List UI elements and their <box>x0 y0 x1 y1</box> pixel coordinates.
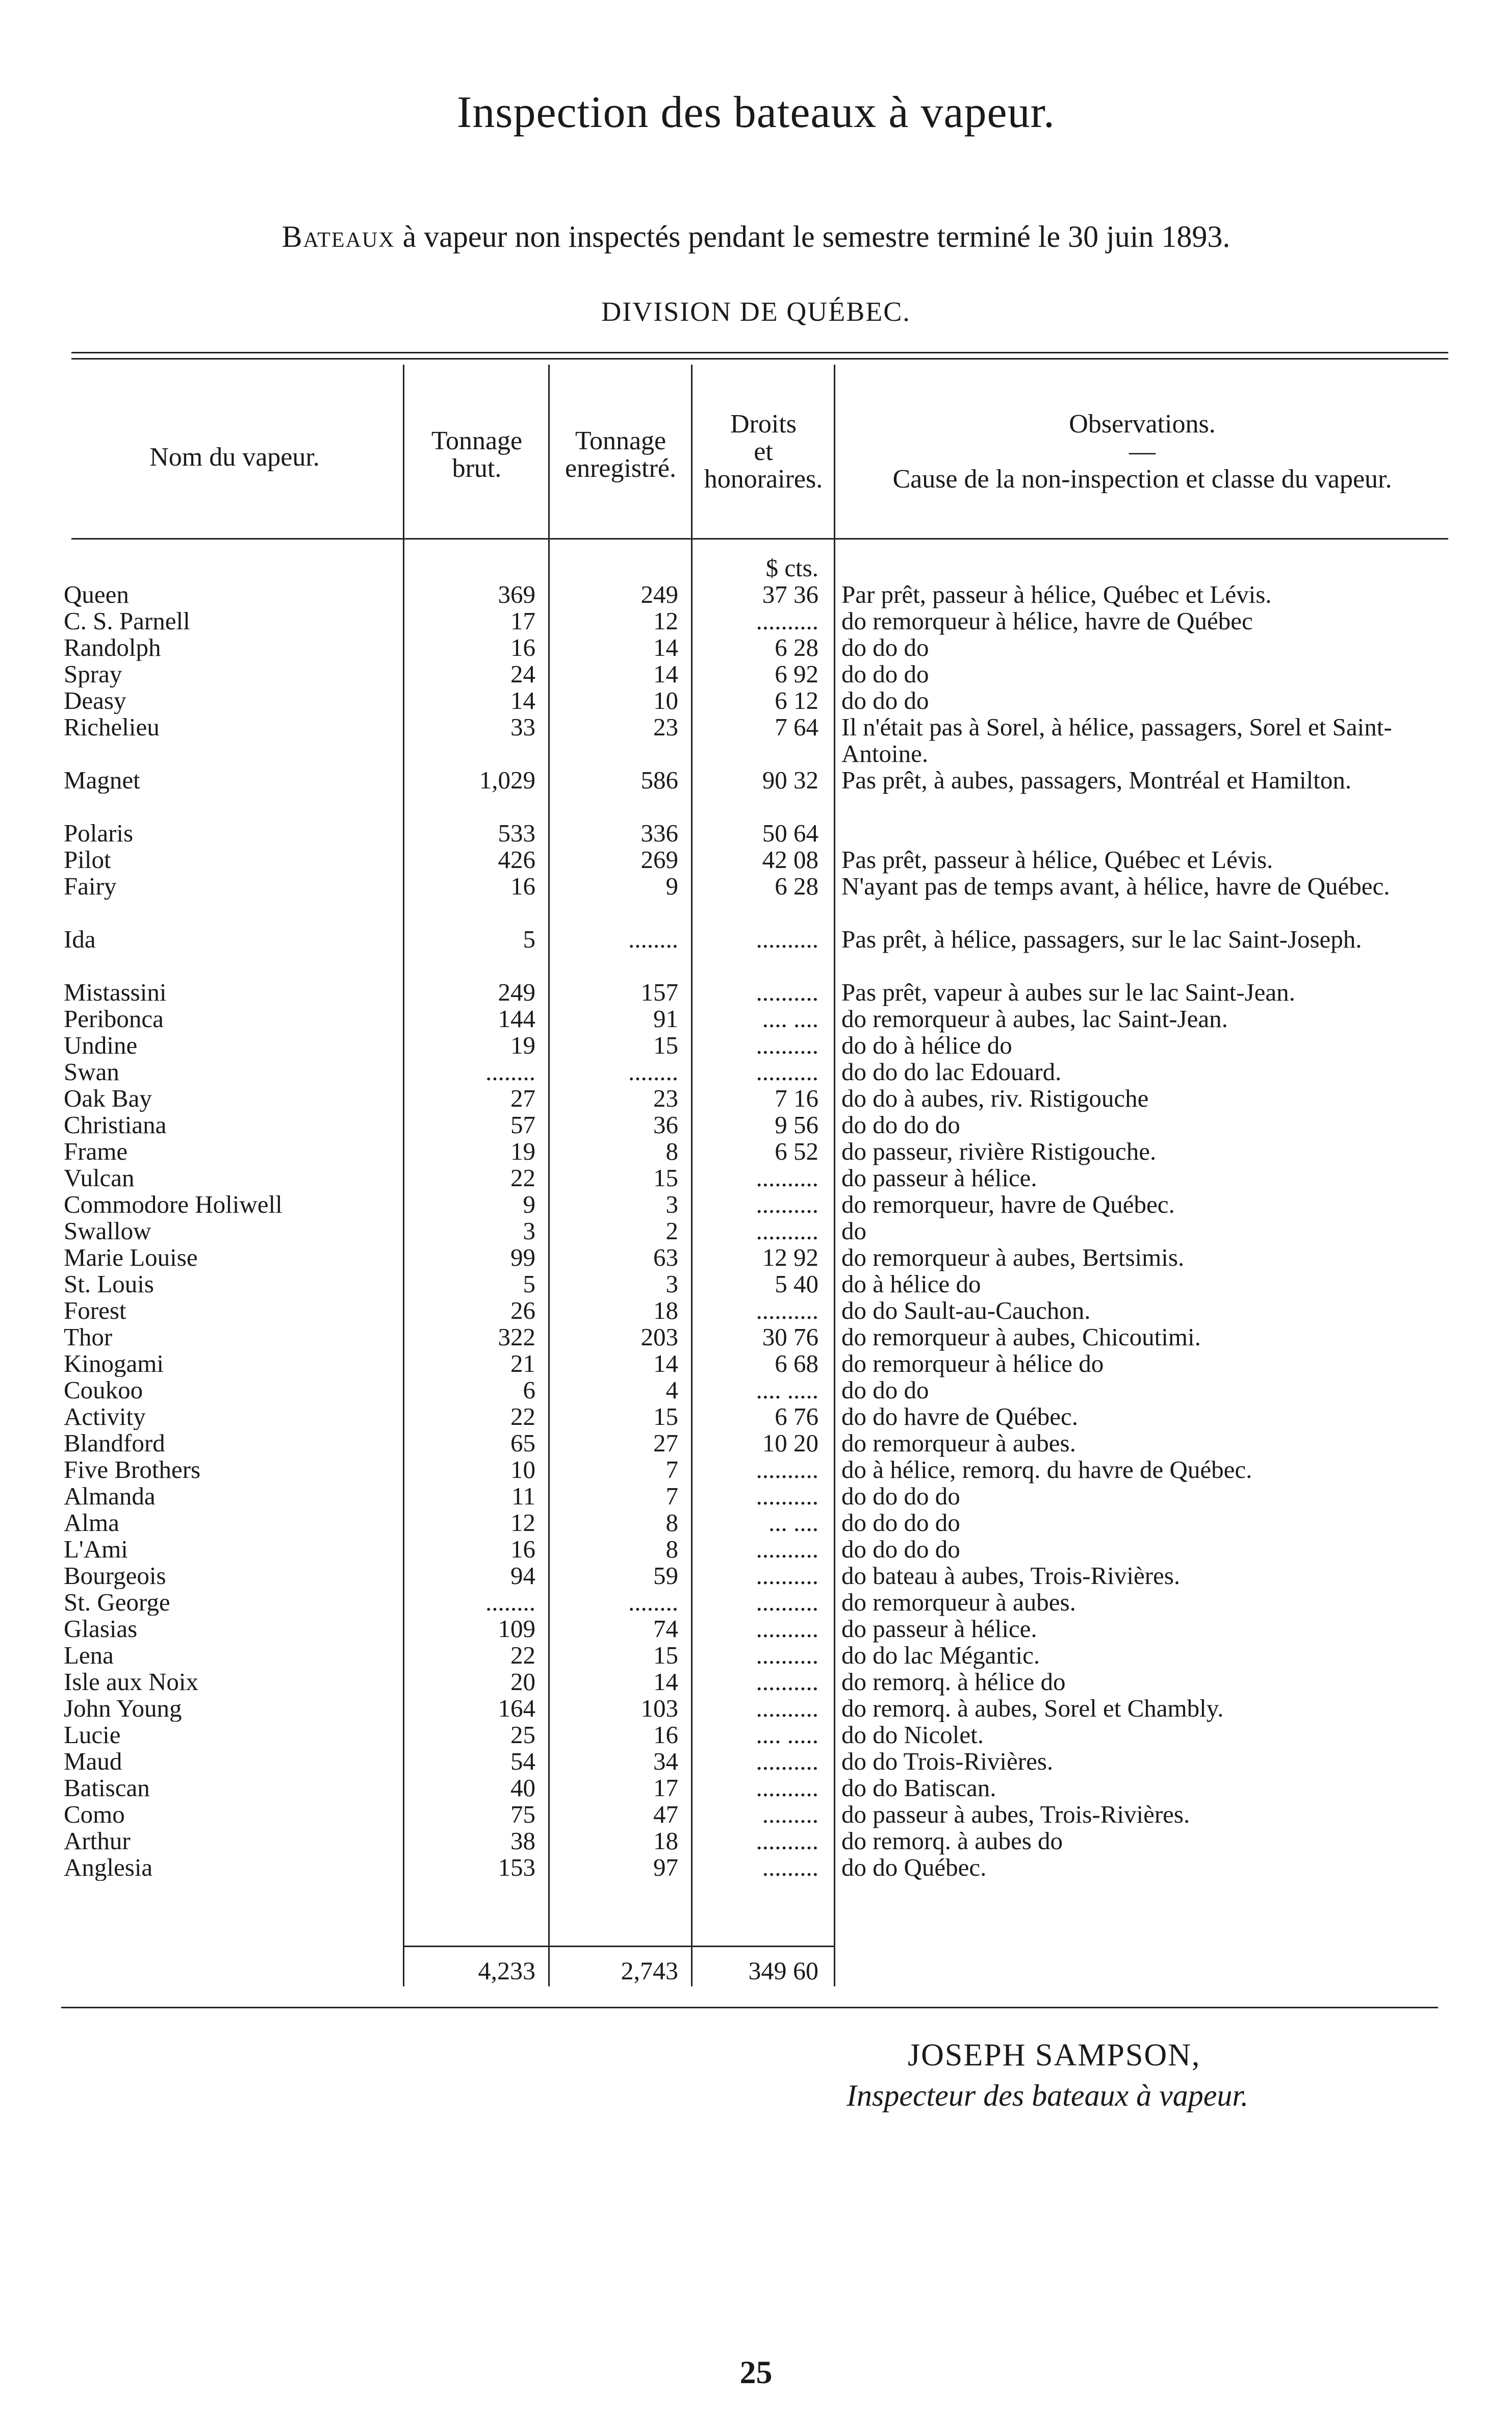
tonnage-enregistre: ........ <box>628 925 678 953</box>
tonnage-brut: 426 <box>498 846 535 874</box>
observation: N'ayant pas de temps avant, à hélice, havre de Québec. <box>841 872 1390 900</box>
observation: do bateau à aubes, Trois-Rivières. <box>841 1562 1181 1590</box>
droits-honoraires: 7 64 <box>775 713 818 741</box>
tonnage-enregistre: 15 <box>653 1402 678 1430</box>
tonnage-brut: 11 <box>511 1482 535 1510</box>
observation: do <box>841 1217 866 1245</box>
tonnage-enregistre: 2 <box>665 1217 678 1245</box>
observation: do do do lac Edouard. <box>841 1058 1062 1086</box>
droits-honoraires: .......... <box>756 1164 818 1192</box>
vessel-name: Anglesia <box>64 1854 153 1881</box>
droits-honoraires: .......... <box>756 1747 818 1775</box>
header-droits-line1: Droits <box>730 410 797 439</box>
tonnage-brut: 22 <box>510 1402 535 1430</box>
tonnage-enregistre: 203 <box>640 1323 678 1351</box>
header-observations <box>836 411 1448 493</box>
tonnage-enregistre: 10 <box>653 686 678 714</box>
tonnage-brut: 27 <box>510 1084 535 1112</box>
tonnage-enregistre: 586 <box>640 766 678 794</box>
tonnage-enregistre: 12 <box>653 607 678 635</box>
observation: Pas prêt, à hélice, passagers, sur le lac Saint-Joseph. <box>841 925 1362 953</box>
observation: do remorq. à hélice do <box>841 1668 1066 1696</box>
vessel-name: Blandford <box>64 1430 165 1457</box>
tonnage-enregistre: 16 <box>653 1721 678 1749</box>
division-heading: DIVISION DE QUÉBEC. <box>601 296 911 327</box>
vessel-name: Forest <box>64 1297 126 1324</box>
droits-honoraires: 7 16 <box>775 1084 818 1112</box>
vessel-name: Kinogami <box>64 1350 164 1377</box>
tonnage-enregistre: 91 <box>653 1005 678 1033</box>
tonnage-enregistre: 15 <box>653 1164 678 1192</box>
tonnage-brut: 24 <box>510 660 535 688</box>
vessel-name: Fairy <box>64 873 117 900</box>
tonnage-brut: 3 <box>523 1217 535 1245</box>
droits-honoraires: .......... <box>756 1217 818 1245</box>
tonnage-brut: 533 <box>498 819 535 847</box>
droits-honoraires: .......... <box>756 1482 818 1510</box>
vessel-name: Isle aux Noix <box>64 1669 198 1695</box>
tonnage-brut: 6 <box>523 1376 535 1404</box>
droits-honoraires: .......... <box>756 925 818 953</box>
vessel-name: Swallow <box>64 1218 151 1244</box>
total-enregistre: 2,743 <box>621 1956 678 1985</box>
tonnage-brut: 9 <box>523 1190 535 1218</box>
droits-honoraires: .......... <box>756 1031 818 1059</box>
tonnage-enregistre: 14 <box>653 1349 678 1377</box>
droits-honoraires: 5 40 <box>775 1270 818 1298</box>
vessel-name: St. George <box>64 1589 170 1616</box>
observation: do do Trois-Rivières. <box>841 1747 1054 1775</box>
vessel-name: Lucie <box>64 1722 121 1748</box>
droits-honoraires: ......... <box>762 1853 818 1881</box>
tonnage-brut: 22 <box>510 1164 535 1192</box>
vessel-name: Thor <box>64 1324 113 1350</box>
observation: do remorqueur à aubes, Bertsimis. <box>841 1243 1185 1271</box>
tonnage-brut: 57 <box>510 1111 535 1139</box>
tonnage-enregistre: 23 <box>653 713 678 741</box>
col-separator-1 <box>403 365 404 1986</box>
tonnage-enregistre: 27 <box>653 1429 678 1457</box>
droits-honoraires: .... ..... <box>756 1721 818 1749</box>
tonnage-brut: 17 <box>510 607 535 635</box>
tonnage-enregistre: 36 <box>653 1111 678 1139</box>
tonnage-brut: 153 <box>498 1853 535 1881</box>
observation: Pas prêt, vapeur à aubes sur le lac Saint-Jean. <box>841 978 1295 1006</box>
droits-honoraires: 30 76 <box>762 1323 818 1351</box>
tonnage-enregistre: 4 <box>665 1376 678 1404</box>
signature-name: JOSEPH SAMPSON, <box>908 2038 1201 2073</box>
vessel-name: Bourgeois <box>64 1563 166 1589</box>
header-droits <box>693 411 834 493</box>
droits-honoraires: .......... <box>756 978 818 1006</box>
header-obs-line2: — <box>1129 437 1156 466</box>
tonnage-brut: 75 <box>510 1800 535 1828</box>
droits-honoraires: .......... <box>756 1455 818 1484</box>
droits-honoraires: .......... <box>756 1641 818 1669</box>
vessel-name: Almanda <box>64 1483 156 1510</box>
tonnage-brut: 109 <box>498 1615 535 1643</box>
vessel-name: Richelieu <box>64 714 160 740</box>
tonnage-enregistre: 8 <box>665 1509 678 1537</box>
droits-honoraires: .... .... <box>762 1005 818 1033</box>
tonnage-enregistre: 7 <box>665 1455 678 1484</box>
droits-honoraires: 9 56 <box>775 1111 818 1139</box>
tonnage-brut: 38 <box>510 1827 535 1855</box>
tonnage-brut: 164 <box>498 1694 535 1722</box>
tonnage-brut: 16 <box>510 633 535 661</box>
observation: do remorqueur à hélice, havre de Québec <box>841 607 1253 635</box>
tonnage-brut: 322 <box>498 1323 535 1351</box>
total-droits: 349 60 <box>748 1956 818 1985</box>
droits-honoraires: 90 32 <box>762 766 818 794</box>
droits-honoraires: .......... <box>756 1774 818 1802</box>
tonnage-enregistre: 97 <box>653 1853 678 1881</box>
observation: do do do do <box>841 1535 960 1563</box>
vessel-name: Deasy <box>64 687 126 714</box>
header-droits-line2: et <box>754 437 773 466</box>
header-brut-line1: Tonnage <box>431 426 523 455</box>
droits-honoraires: 50 64 <box>762 819 818 847</box>
vessel-name: Undine <box>64 1032 138 1059</box>
droits-honoraires: .......... <box>756 1615 818 1643</box>
droits-honoraires: ... .... <box>768 1509 818 1537</box>
observation: do remorq. à aubes, Sorel et Chambly. <box>841 1694 1224 1722</box>
observation: do do havre de Québec. <box>841 1402 1078 1430</box>
tonnage-enregistre: 269 <box>640 846 678 874</box>
tonnage-enregistre: 34 <box>653 1747 678 1775</box>
observation: do passeur à aubes, Trois-Rivières. <box>841 1800 1190 1828</box>
tonnage-brut: ........ <box>485 1058 535 1086</box>
tonnage-brut: 5 <box>523 1270 535 1298</box>
tonnage-enregistre: 17 <box>653 1774 678 1802</box>
tonnage-enregistre: 157 <box>640 978 678 1006</box>
currency-label: $ cts. <box>765 554 818 582</box>
tonnage-enregistre: ........ <box>628 1058 678 1086</box>
droits-honoraires: .......... <box>756 1535 818 1563</box>
observation: do do do do <box>841 1111 960 1139</box>
subtitle-rest: à vapeur non inspectés pendant le semestre terminé le 30 juin 1893. <box>395 220 1231 253</box>
tonnage-enregistre: 8 <box>665 1137 678 1165</box>
droits-honoraires: .......... <box>756 607 818 635</box>
observation: do do do <box>841 660 929 688</box>
tonnage-enregistre: 18 <box>653 1827 678 1855</box>
observation: do remorq. à aubes do <box>841 1827 1063 1855</box>
col-separator-2 <box>548 365 550 1986</box>
tonnage-enregistre: 47 <box>653 1800 678 1828</box>
vessel-name: Peribonca <box>64 1006 164 1032</box>
tonnage-enregistre: 3 <box>665 1270 678 1298</box>
header-enregistre <box>550 427 691 482</box>
tonnage-brut: 21 <box>510 1349 535 1377</box>
tonnage-brut: 12 <box>510 1509 535 1537</box>
total-rule <box>403 1946 835 1947</box>
page-number: 25 <box>739 2354 773 2390</box>
vessel-name: Spray <box>64 661 122 687</box>
header-enr-line1: Tonnage <box>575 426 667 455</box>
vessel-name: Queen <box>64 581 129 608</box>
vessel-name: C. S. Parnell <box>64 608 190 634</box>
vessel-name: Pilot <box>64 847 111 873</box>
vessel-name: Polaris <box>64 820 134 847</box>
header-brut-line2: brut. <box>452 454 502 483</box>
observation: do do Nicolet. <box>841 1721 984 1749</box>
droits-honoraires: .......... <box>756 1668 818 1696</box>
droits-honoraires: 6 68 <box>775 1349 818 1377</box>
observation: do à hélice, remorq. du havre de Québec. <box>841 1455 1252 1484</box>
droits-honoraires: 6 92 <box>775 660 818 688</box>
tonnage-brut: 249 <box>498 978 535 1006</box>
tonnage-brut: 16 <box>510 1535 535 1563</box>
vessel-name: Five Brothers <box>64 1457 201 1483</box>
tonnage-brut: 5 <box>523 925 535 953</box>
vessel-name: Oak Bay <box>64 1085 152 1112</box>
tonnage-enregistre: 14 <box>653 660 678 688</box>
tonnage-brut: 33 <box>510 713 535 741</box>
total-brut: 4,233 <box>478 1956 535 1985</box>
tonnage-brut: 26 <box>510 1296 535 1324</box>
vessel-name: Activity <box>64 1403 146 1430</box>
tonnage-enregistre: 15 <box>653 1641 678 1669</box>
droits-honoraires: .......... <box>756 1562 818 1590</box>
header-obs-line3: Cause de la non-inspection et classe du vapeur. <box>892 465 1392 494</box>
vessel-name: Mistassini <box>64 979 167 1006</box>
tonnage-brut: 19 <box>510 1137 535 1165</box>
tonnage-enregistre: 23 <box>653 1084 678 1112</box>
observation: do passeur à hélice. <box>841 1164 1037 1192</box>
droits-honoraires: 10 20 <box>762 1429 818 1457</box>
observation: Il n'était pas à Sorel, à hélice, passagers, Sorel et Saint-Antoine. <box>841 713 1392 768</box>
tonnage-brut: 25 <box>510 1721 535 1749</box>
droits-honoraires: .......... <box>756 1694 818 1722</box>
observation: do do lac Mégantic. <box>841 1641 1040 1669</box>
droits-honoraires: .......... <box>756 1058 818 1086</box>
vessel-name: Randolph <box>64 634 161 661</box>
observation: do passeur, rivière Ristigouche. <box>841 1137 1157 1165</box>
tonnage-brut: 65 <box>510 1429 535 1457</box>
tonnage-brut: 20 <box>510 1668 535 1696</box>
tonnage-brut: 144 <box>498 1005 535 1033</box>
header-enr-line2: enregistré. <box>565 454 676 483</box>
vessel-name: Lena <box>64 1642 114 1669</box>
tonnage-enregistre: 8 <box>665 1535 678 1563</box>
top-rule-1 <box>71 352 1448 353</box>
header-rule <box>71 538 1448 540</box>
signature-title: Inspecteur des bateaux à vapeur. <box>847 2079 1249 2112</box>
vessel-name: Magnet <box>64 767 140 794</box>
observation: do do do <box>841 1376 929 1404</box>
observation: do remorqueur à aubes, Chicoutimi. <box>841 1323 1201 1351</box>
page-title: Inspection des bateaux à vapeur. <box>456 88 1056 137</box>
vessel-name: Frame <box>64 1138 128 1165</box>
vessel-name: Alma <box>64 1510 119 1536</box>
droits-honoraires: .......... <box>756 1588 818 1616</box>
tonnage-brut: 22 <box>510 1641 535 1669</box>
observation: do do Batiscan. <box>841 1774 996 1802</box>
tonnage-brut: 14 <box>510 686 535 714</box>
tonnage-brut: 99 <box>510 1243 535 1271</box>
droits-honoraires: 6 28 <box>775 872 818 900</box>
observation: do remorqueur à aubes. <box>841 1429 1076 1457</box>
observation: do remorqueur, havre de Québec. <box>841 1190 1175 1218</box>
droits-honoraires: 6 52 <box>775 1137 818 1165</box>
observation: do do à aubes, riv. Ristigouche <box>841 1084 1149 1112</box>
observation: do à hélice do <box>841 1270 981 1298</box>
vessel-name: Arthur <box>64 1828 131 1854</box>
tonnage-brut: ........ <box>485 1588 535 1616</box>
droits-honoraires: 37 36 <box>762 580 818 608</box>
observation: do do do <box>841 686 929 714</box>
vessel-name: Coukoo <box>64 1377 143 1403</box>
header-brut <box>405 427 548 482</box>
observation: do remorqueur à aubes, lac Saint-Jean. <box>841 1005 1228 1033</box>
tonnage-brut: 16 <box>510 872 535 900</box>
vessel-name: Commodore Holiwell <box>64 1191 283 1218</box>
droits-honoraires: 6 76 <box>775 1402 818 1430</box>
vessel-name: Christiana <box>64 1112 167 1138</box>
tonnage-brut: 1,029 <box>479 766 535 794</box>
observation: do do do <box>841 633 929 661</box>
observation: do remorqueur à hélice do <box>841 1349 1104 1377</box>
tonnage-enregistre: 15 <box>653 1031 678 1059</box>
tonnage-enregistre: 3 <box>665 1190 678 1218</box>
tonnage-brut: 40 <box>510 1774 535 1802</box>
observation: do remorqueur à aubes. <box>841 1588 1076 1616</box>
vessel-name: Ida <box>64 926 96 953</box>
tonnage-enregistre: 103 <box>640 1694 678 1722</box>
droits-honoraires: 42 08 <box>762 846 818 874</box>
vessel-name: Batiscan <box>64 1775 150 1801</box>
tonnage-brut: 10 <box>510 1455 535 1484</box>
tonnage-brut: 54 <box>510 1747 535 1775</box>
observation: Pas prêt, passeur à hélice, Québec et Lévis. <box>841 846 1273 874</box>
subtitle-lead: Bateaux <box>281 220 395 253</box>
tonnage-brut: 19 <box>510 1031 535 1059</box>
droits-honoraires: .... ..... <box>756 1376 818 1404</box>
col-separator-3 <box>691 365 693 1986</box>
tonnage-enregistre: 59 <box>653 1562 678 1590</box>
tonnage-enregistre: 336 <box>640 819 678 847</box>
tonnage-enregistre: 63 <box>653 1243 678 1271</box>
vessel-name: Como <box>64 1801 125 1828</box>
observation: do do do do <box>841 1482 960 1510</box>
droits-honoraires: 12 92 <box>762 1243 818 1271</box>
droits-honoraires: 6 28 <box>775 633 818 661</box>
top-rule-2 <box>71 358 1448 360</box>
droits-honoraires: .......... <box>756 1296 818 1324</box>
tonnage-enregistre: 18 <box>653 1296 678 1324</box>
vessel-name: Vulcan <box>64 1165 135 1191</box>
droits-honoraires: .......... <box>756 1827 818 1855</box>
header-nom: Nom du vapeur. <box>149 443 320 472</box>
vessel-name: L'Ami <box>64 1536 128 1563</box>
header-obs-line1: Observations. <box>1069 410 1216 439</box>
observation: Pas prêt, à aubes, passagers, Montréal et Hamilton. <box>841 766 1352 794</box>
vessel-name: John Young <box>64 1695 182 1722</box>
tonnage-enregistre: 14 <box>653 633 678 661</box>
bottom-rule <box>61 2007 1438 2008</box>
tonnage-enregistre: 7 <box>665 1482 678 1510</box>
vessel-name: Swan <box>64 1059 119 1085</box>
vessel-name: Glasias <box>64 1616 138 1642</box>
tonnage-brut: 369 <box>498 580 535 608</box>
droits-honoraires: 6 12 <box>775 686 818 714</box>
droits-honoraires: .......... <box>756 1190 818 1218</box>
observation: do do Québec. <box>841 1853 987 1881</box>
tonnage-enregistre: ........ <box>628 1588 678 1616</box>
observation: do do à hélice do <box>841 1031 1012 1059</box>
vessel-name: Marie Louise <box>64 1244 198 1271</box>
tonnage-enregistre: 249 <box>640 580 678 608</box>
observation: do passeur à hélice. <box>841 1615 1037 1643</box>
col-separator-4 <box>834 365 835 1986</box>
subtitle <box>0 219 1512 254</box>
observation: Par prêt, passeur à hélice, Québec et Lévis. <box>841 580 1272 608</box>
tonnage-enregistre: 14 <box>653 1668 678 1696</box>
vessel-name: St. Louis <box>64 1271 154 1297</box>
vessel-name: Maud <box>64 1748 122 1775</box>
tonnage-enregistre: 74 <box>653 1615 678 1643</box>
droits-honoraires: ......... <box>762 1800 818 1828</box>
observation: do do do do <box>841 1509 960 1537</box>
header-droits-line3: honoraires. <box>704 465 823 494</box>
observation: do do Sault-au-Cauchon. <box>841 1296 1091 1324</box>
tonnage-brut: 94 <box>510 1562 535 1590</box>
tonnage-enregistre: 9 <box>665 872 678 900</box>
